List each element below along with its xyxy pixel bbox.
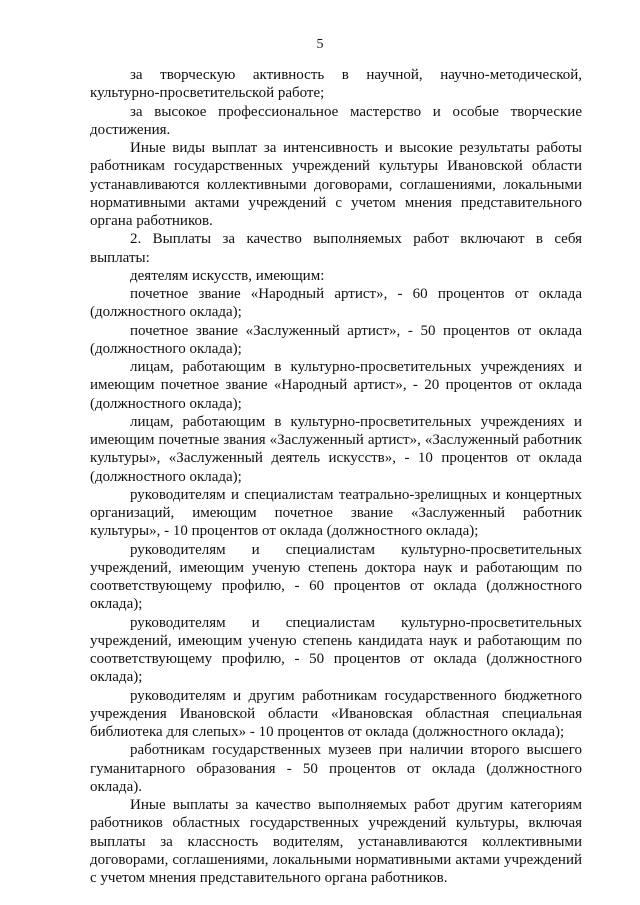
paragraph: почетное звание «Заслуженный артист», - 50 процентов от оклада (должностного оклада);	[90, 322, 582, 357]
paragraph: руководителям и специалистам культурно-просветительных учреждений, имеющим ученую степень доктора наук и работающим по соответствующему профилю, - 60 процентов от оклада (должностного оклада);	[90, 541, 582, 613]
paragraph: за творческую активность в научной, научно-методической, культурно-просветительской работе;	[90, 67, 582, 102]
paragraph: лицам, работающим в культурно-просветительных учреждениях и имеющим почетное звание «Народный артист», - 20 процентов от оклада (должностного оклада);	[90, 359, 582, 412]
paragraph: Иные виды выплат за интенсивность и высокие результаты работы работникам государственных учреждений культуры Ивановской области устанавливаются коллективными договорами, соглашениями, локальными нормативными актами учреждений с учетом мнения представительного органа работников.	[90, 140, 582, 229]
paragraph: почетное звание «Народный артист», - 60 процентов от оклада (должностного оклада);	[90, 286, 582, 321]
paragraph: работникам государственных музеев при наличии второго высшего гуманитарного образования - 50 процентов от оклада (должностного оклада).	[90, 742, 582, 795]
paragraph: Иные выплаты за качество выполняемых работ другим категориям работников областных государственных учреждений культуры, включая выплаты за классность водителям, устанавливаются коллективными договорами, соглашениями, локальными нормативными актами учреждений с учетом мнения представительного органа работников.	[90, 797, 582, 886]
page-number: 5	[316, 37, 324, 52]
paragraph: деятелям искусств, имеющим:	[130, 267, 325, 284]
paragraph: за высокое профессиональное мастерство и особые творческие достижения.	[90, 103, 582, 138]
paragraph: руководителям и другим работникам государственного бюджетного учреждения Ивановской области «Ивановская областная специальная библиотека для слепых» - 10 процентов от оклада (должностного оклада);	[90, 687, 582, 740]
paragraph: руководителям и специалистам культурно-просветительных учреждений, имеющим ученую степень кандидата наук и работающим по соответствующему профилю, - 50 процентов от оклада (должностного оклада);	[90, 614, 582, 686]
paragraph: 2. Выплаты за качество выполняемых работ включают в себя выплаты:	[90, 231, 582, 266]
paragraph: лицам, работающим в культурно-просветительных учреждениях и имеющим почетные звания «Заслуженный артист», «Заслуженный работник культуры», «Заслуженный деятель искусств», - 10 процентов от оклада (должностного оклада);	[90, 413, 582, 485]
document-body	[90, 66, 582, 887]
paragraph: руководителям и специалистам театрально-зрелищных и концертных организаций, имеющим почетное звание «Заслуженный работник культуры», - 10 процентов от оклада (должностного оклада);	[90, 486, 582, 540]
